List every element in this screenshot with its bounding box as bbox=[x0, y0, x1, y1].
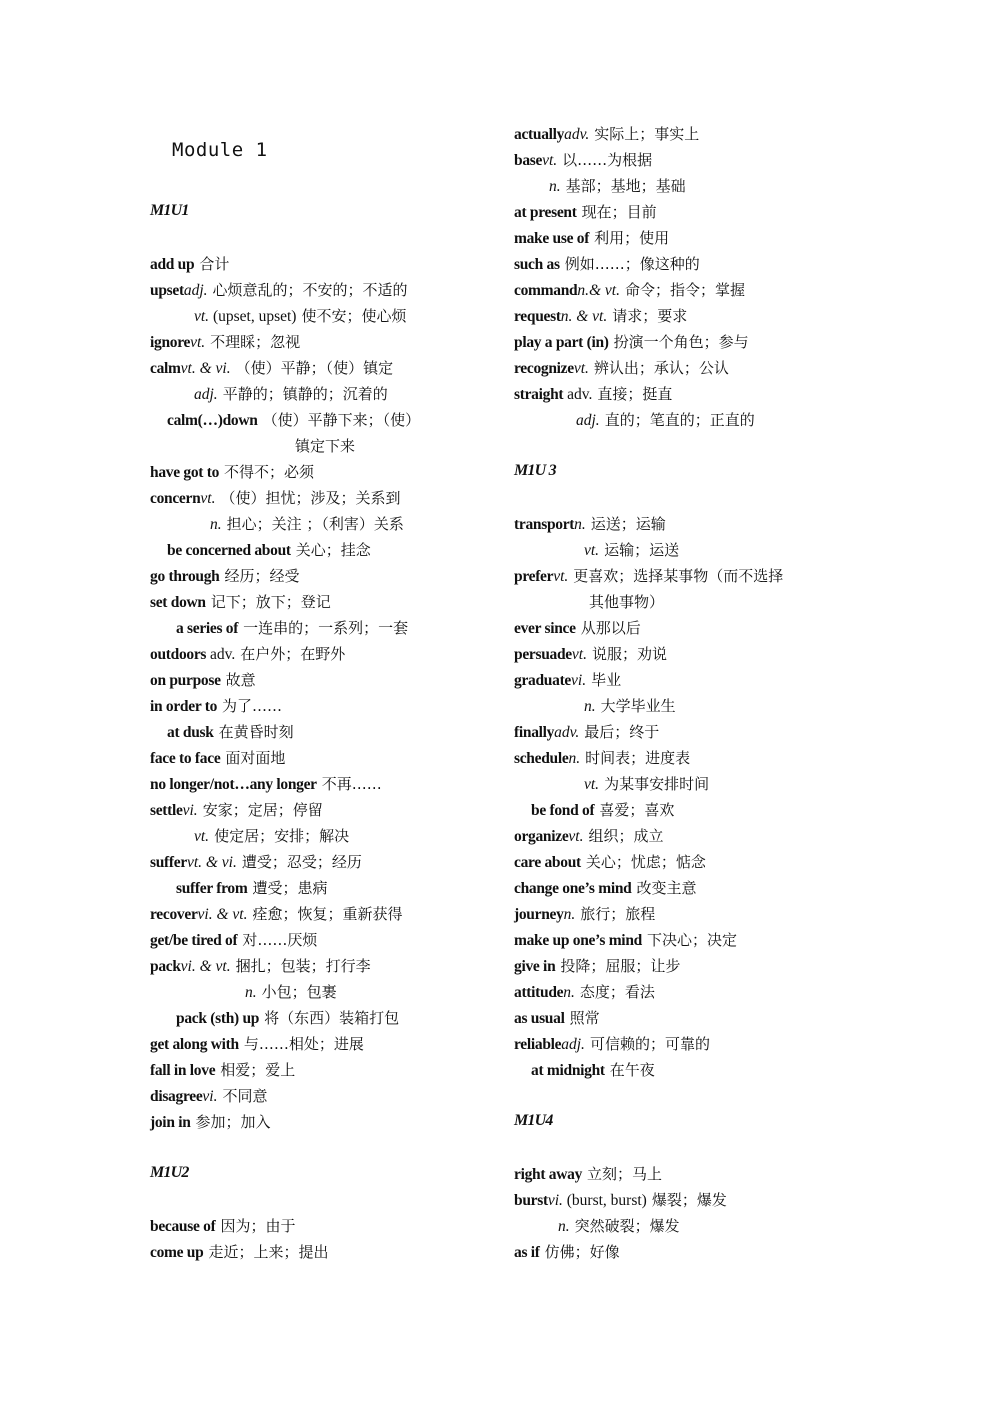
definition: 说服；劝说 bbox=[591, 645, 667, 663]
vocab-word: prefer bbox=[514, 568, 554, 585]
vocab-entry bbox=[167, 722, 294, 742]
vocab-continuation bbox=[290, 436, 355, 456]
definition: 遭受；患病 bbox=[252, 879, 328, 897]
vocab-entry bbox=[150, 280, 408, 300]
part-of-speech: vt. bbox=[584, 776, 600, 793]
vocab-word: request bbox=[514, 308, 561, 325]
definition: 组织；成立 bbox=[588, 827, 664, 845]
verb-forms: (upset, upset) bbox=[212, 308, 297, 325]
part-of-speech: adv. bbox=[554, 724, 580, 741]
vocab-entry bbox=[514, 722, 659, 742]
vocab-entry bbox=[150, 1060, 295, 1080]
vocab-entry bbox=[150, 670, 256, 690]
vocab-word: base bbox=[514, 152, 543, 169]
vocab-word: change one’s mind bbox=[514, 880, 632, 897]
definition: 经历；经受 bbox=[224, 567, 300, 585]
definition: 镇定下来 bbox=[295, 437, 356, 455]
vocab-word: get along with bbox=[150, 1036, 239, 1053]
vocab-entry bbox=[514, 748, 690, 768]
definition: 在午夜 bbox=[609, 1061, 655, 1079]
vocab-entry bbox=[150, 462, 314, 482]
vocab-entry bbox=[150, 644, 345, 664]
definition: 请求；要求 bbox=[612, 307, 688, 325]
definition: 面对面地 bbox=[225, 749, 286, 767]
definition: 旅行；旅程 bbox=[580, 905, 656, 923]
definition: 一连串的；一系列；一套 bbox=[243, 619, 409, 637]
definition: 可信赖的；可靠的 bbox=[589, 1035, 710, 1053]
definition: 实际上；事实上 bbox=[594, 125, 700, 143]
definition: 不再…… bbox=[321, 775, 382, 793]
vocab-word: come up bbox=[150, 1244, 204, 1261]
vocab-word: face to face bbox=[150, 750, 221, 767]
vocab-entry bbox=[150, 696, 282, 716]
definition: 照常 bbox=[569, 1009, 600, 1027]
part-of-speech: n. bbox=[574, 516, 586, 533]
definition: 心烦意乱的；不安的；不适的 bbox=[212, 281, 408, 299]
part-of-speech: vt. bbox=[200, 490, 216, 507]
vocab-entry bbox=[514, 202, 657, 222]
vocab-entry bbox=[176, 618, 408, 638]
definition: 最后；终于 bbox=[584, 723, 660, 741]
vocab-continuation bbox=[549, 176, 686, 196]
definition: 安家；定居；停留 bbox=[202, 801, 323, 819]
vocab-continuation bbox=[584, 774, 709, 794]
part-of-speech: vt. bbox=[194, 308, 210, 325]
part-of-speech: adv. bbox=[567, 386, 593, 403]
part-of-speech: vt. bbox=[568, 828, 584, 845]
vocab-word: add up bbox=[150, 256, 195, 273]
vocab-entry bbox=[514, 124, 699, 144]
vocab-word: attitude bbox=[514, 984, 564, 1001]
vocab-word: actually bbox=[514, 126, 565, 143]
part-of-speech: vi. & vt. bbox=[197, 906, 248, 923]
vocab-word: make use of bbox=[514, 230, 590, 247]
vocab-entry bbox=[150, 488, 401, 508]
definition: 扮演一个角色；参与 bbox=[613, 333, 749, 351]
definition: （使）平静；（使）镇定 bbox=[235, 359, 394, 377]
vocab-entry bbox=[167, 410, 420, 430]
definition: 现在；目前 bbox=[581, 203, 657, 221]
part-of-speech: n. bbox=[549, 178, 561, 195]
vocab-entry bbox=[176, 1008, 399, 1028]
module-title: Module 1 bbox=[172, 139, 268, 161]
vocab-entry bbox=[150, 956, 371, 976]
definition: 因为；由于 bbox=[220, 1217, 296, 1235]
vocab-entry bbox=[150, 1242, 328, 1262]
definition: 走近；上来；提出 bbox=[208, 1243, 329, 1261]
definition: 直接；挺直 bbox=[597, 385, 673, 403]
part-of-speech: vi. & vt. bbox=[180, 958, 231, 975]
part-of-speech: n. bbox=[210, 516, 222, 533]
definition: 关心；忧虑；惦念 bbox=[585, 853, 706, 871]
part-of-speech: vt. & vi. bbox=[180, 360, 231, 377]
definition: 运输；运送 bbox=[604, 541, 680, 559]
vocab-word: burst bbox=[514, 1192, 548, 1209]
part-of-speech: n. bbox=[558, 1218, 570, 1235]
vocab-word: because of bbox=[150, 1218, 216, 1235]
vocab-word: recover bbox=[150, 906, 198, 923]
part-of-speech: adv. bbox=[210, 646, 236, 663]
unit-heading: M1U 3 bbox=[514, 462, 556, 479]
definition: 下决心；决定 bbox=[646, 931, 737, 949]
vocab-word: have got to bbox=[150, 464, 220, 481]
part-of-speech: adj. bbox=[576, 412, 600, 429]
vocab-entry bbox=[514, 514, 666, 534]
vocab-continuation bbox=[194, 306, 406, 326]
definition: 为某事安排时间 bbox=[604, 775, 710, 793]
vocab-entry bbox=[150, 930, 317, 950]
definition: 毕业 bbox=[591, 671, 622, 689]
vocab-entry bbox=[514, 956, 680, 976]
vocab-word: transport bbox=[514, 516, 575, 533]
part-of-speech: n. bbox=[584, 698, 596, 715]
vocab-entry bbox=[514, 982, 655, 1002]
definition: 捆扎；包装；打行李 bbox=[235, 957, 371, 975]
definition: 突然破裂；爆发 bbox=[574, 1217, 680, 1235]
definition: 在黄昏时刻 bbox=[218, 723, 294, 741]
definition: 遭受；忍受；经历 bbox=[241, 853, 362, 871]
vocab-word: a series of bbox=[176, 620, 239, 637]
vocab-word: ignore bbox=[150, 334, 191, 351]
vocab-entry bbox=[150, 358, 393, 378]
vocab-entry bbox=[514, 228, 669, 248]
definition: 改变主意 bbox=[636, 879, 697, 897]
part-of-speech: vt. bbox=[573, 360, 589, 377]
vocab-entry bbox=[514, 1034, 710, 1054]
vocab-word: at midnight bbox=[531, 1062, 605, 1079]
vocab-word: journey bbox=[514, 906, 564, 923]
vocab-entry bbox=[514, 618, 641, 638]
part-of-speech: adj. bbox=[561, 1036, 585, 1053]
vocab-word: concern bbox=[150, 490, 201, 507]
vocab-entry bbox=[514, 904, 655, 924]
definition: 相爱；爱上 bbox=[220, 1061, 296, 1079]
vocab-entry bbox=[514, 1164, 662, 1184]
definition: 运送；运输 bbox=[590, 515, 666, 533]
vocab-continuation bbox=[576, 410, 755, 430]
vocab-word: play a part (in) bbox=[514, 334, 609, 351]
vocab-word: care about bbox=[514, 854, 581, 871]
definition: 记下；放下；登记 bbox=[210, 593, 331, 611]
vocab-entry bbox=[167, 540, 371, 560]
part-of-speech: vt. bbox=[553, 568, 569, 585]
vocab-word: pack bbox=[150, 958, 181, 975]
unit-heading: M1U4 bbox=[514, 1112, 553, 1129]
vocab-word: join in bbox=[150, 1114, 191, 1131]
definition: 直的；笔直的；正直的 bbox=[604, 411, 755, 429]
vocab-word: set down bbox=[150, 594, 206, 611]
vocab-word: straight bbox=[514, 386, 564, 403]
vocab-word: ever since bbox=[514, 620, 576, 637]
definition: 基部；基地；基础 bbox=[565, 177, 686, 195]
vocab-word: at dusk bbox=[167, 724, 214, 741]
vocab-continuation bbox=[194, 384, 388, 404]
vocab-entry bbox=[514, 332, 749, 352]
part-of-speech: vt. bbox=[190, 334, 206, 351]
vocab-word: right away bbox=[514, 1166, 583, 1183]
vocab-entry bbox=[150, 800, 323, 820]
vocab-entry bbox=[150, 332, 300, 352]
vocab-word: suffer bbox=[150, 854, 187, 871]
vocab-word: finally bbox=[514, 724, 555, 741]
definition: 投降；屈服；让步 bbox=[560, 957, 681, 975]
part-of-speech: vi. bbox=[571, 672, 587, 689]
definition: 故意 bbox=[225, 671, 256, 689]
vocab-word: reliable bbox=[514, 1036, 562, 1053]
vocab-word: go through bbox=[150, 568, 220, 585]
vocab-entry bbox=[514, 254, 700, 274]
part-of-speech: vt. bbox=[542, 152, 558, 169]
definition: 仿佛；好像 bbox=[544, 1243, 620, 1261]
vocab-word: pack (sth) up bbox=[176, 1010, 260, 1027]
vocab-word: calm bbox=[150, 360, 181, 377]
vocab-word: persuade bbox=[514, 646, 572, 663]
vocab-word: organize bbox=[514, 828, 569, 845]
vocab-entry bbox=[514, 1190, 727, 1210]
definition: 小包；包裹 bbox=[261, 983, 337, 1001]
vocab-entry bbox=[514, 1242, 620, 1262]
part-of-speech: n. bbox=[563, 984, 575, 1001]
vocab-entry bbox=[150, 1086, 268, 1106]
vocab-entry bbox=[150, 1112, 271, 1132]
definition: 态度；看法 bbox=[579, 983, 655, 1001]
vocab-word: calm(…)down bbox=[167, 412, 258, 429]
definition: 立刻；马上 bbox=[587, 1165, 663, 1183]
definition: 为了…… bbox=[222, 697, 283, 715]
part-of-speech: vt. bbox=[584, 542, 600, 559]
vocab-word: outdoors bbox=[150, 646, 207, 663]
vocab-word: graduate bbox=[514, 672, 572, 689]
definition: 在户外；在野外 bbox=[240, 645, 346, 663]
vocab-word: at present bbox=[514, 204, 577, 221]
vocab-entry bbox=[514, 358, 729, 378]
definition: 不同意 bbox=[222, 1087, 268, 1105]
vocab-word: suffer from bbox=[176, 880, 248, 897]
vocab-word: disagree bbox=[150, 1088, 203, 1105]
part-of-speech: vi. bbox=[202, 1088, 218, 1105]
definition: （使）平静下来；（使） bbox=[262, 411, 421, 429]
vocab-entry bbox=[514, 566, 783, 586]
definition: （使）担忧；涉及；关系到 bbox=[220, 489, 401, 507]
part-of-speech: vt. bbox=[571, 646, 587, 663]
definition: 从那以后 bbox=[580, 619, 641, 637]
vocab-entry bbox=[176, 878, 327, 898]
vocab-word: be concerned about bbox=[167, 542, 291, 559]
part-of-speech: adj. bbox=[194, 386, 218, 403]
vocab-entry bbox=[514, 852, 706, 872]
vocab-word: on purpose bbox=[150, 672, 221, 689]
definition: 不得不；必须 bbox=[224, 463, 315, 481]
definition: 合计 bbox=[199, 255, 230, 273]
vocab-entry bbox=[150, 748, 285, 768]
unit-heading: M1U1 bbox=[150, 202, 189, 219]
vocab-entry bbox=[150, 254, 229, 274]
definition: 辨认出；承认；公认 bbox=[593, 359, 729, 377]
definition: 使不安；使心烦 bbox=[301, 307, 407, 325]
vocab-entry bbox=[150, 852, 362, 872]
vocab-word: command bbox=[514, 282, 578, 299]
vocab-entry bbox=[514, 306, 687, 326]
vocab-entry bbox=[531, 1060, 655, 1080]
vocab-entry bbox=[514, 878, 697, 898]
part-of-speech: n. bbox=[245, 984, 257, 1001]
vocab-entry bbox=[514, 150, 652, 170]
definition: 大学毕业生 bbox=[600, 697, 676, 715]
definition: 对……厌烦 bbox=[242, 931, 318, 949]
vocab-entry bbox=[150, 1034, 364, 1054]
definition: 平静的；镇静的；沉着的 bbox=[222, 385, 388, 403]
part-of-speech: vt. bbox=[194, 828, 210, 845]
definition: 痊愈；恢复；重新获得 bbox=[252, 905, 403, 923]
vocab-word: no longer/not…any longer bbox=[150, 776, 317, 793]
unit-heading: M1U2 bbox=[150, 1164, 189, 1181]
vocab-entry bbox=[150, 566, 300, 586]
vocab-word: be fond of bbox=[531, 802, 595, 819]
vocab-word: upset bbox=[150, 282, 184, 299]
vocab-continuation bbox=[194, 826, 349, 846]
vocab-entry bbox=[514, 670, 621, 690]
part-of-speech: vt. & vi. bbox=[186, 854, 237, 871]
vocab-word: get/be tired of bbox=[150, 932, 238, 949]
vocab-word: as if bbox=[514, 1244, 540, 1261]
vocab-entry bbox=[514, 1008, 600, 1028]
vocab-word: in order to bbox=[150, 698, 218, 715]
definition: 例如……；像这种的 bbox=[564, 255, 700, 273]
definition: 以……为根据 bbox=[562, 151, 653, 169]
part-of-speech: adv. bbox=[564, 126, 590, 143]
definition: 关心；挂念 bbox=[295, 541, 371, 559]
vocab-continuation bbox=[245, 982, 337, 1002]
definition: 将（东西）装箱打包 bbox=[264, 1009, 400, 1027]
vocab-entry bbox=[150, 904, 402, 924]
definition: 参加；加入 bbox=[195, 1113, 271, 1131]
vocab-entry bbox=[150, 774, 382, 794]
part-of-speech: adj. bbox=[183, 282, 208, 299]
vocab-entry bbox=[514, 644, 667, 664]
vocab-word: such as bbox=[514, 256, 560, 273]
vocab-continuation bbox=[584, 696, 676, 716]
definition: 时间表；进度表 bbox=[585, 749, 691, 767]
vocab-continuation bbox=[558, 1216, 680, 1236]
vocab-continuation bbox=[584, 592, 664, 612]
vocab-word: make up one’s mind bbox=[514, 932, 642, 949]
vocab-word: give in bbox=[514, 958, 556, 975]
definition: 使定居；安排；解决 bbox=[214, 827, 350, 845]
definition: 喜爱；喜欢 bbox=[599, 801, 675, 819]
vocab-word: schedule bbox=[514, 750, 569, 767]
vocab-entry bbox=[514, 930, 737, 950]
vocab-continuation bbox=[584, 540, 679, 560]
vocab-word: fall in love bbox=[150, 1062, 216, 1079]
definition: 其他事物） bbox=[589, 593, 665, 611]
vocab-entry bbox=[514, 280, 745, 300]
definition: 爆裂；爆发 bbox=[651, 1191, 727, 1209]
part-of-speech: n. bbox=[563, 906, 576, 923]
vocab-continuation bbox=[210, 514, 404, 534]
definition: 更喜欢；选择某事物（而不选择 bbox=[573, 567, 784, 585]
vocab-word: recognize bbox=[514, 360, 574, 377]
part-of-speech: n. bbox=[568, 750, 581, 767]
part-of-speech: n.& vt. bbox=[577, 282, 620, 299]
vocab-word: as usual bbox=[514, 1010, 565, 1027]
vocab-entry bbox=[150, 592, 331, 612]
definition: 利用；使用 bbox=[594, 229, 670, 247]
vocab-entry bbox=[514, 826, 664, 846]
definition: 不理睬；忽视 bbox=[210, 333, 301, 351]
definition: 担心；关注 ；（利害）关系 bbox=[226, 515, 404, 533]
part-of-speech: n. & vt. bbox=[560, 308, 608, 325]
vocab-entry bbox=[150, 1216, 295, 1236]
vocab-entry bbox=[531, 800, 674, 820]
verb-forms: (burst, burst) bbox=[566, 1192, 647, 1209]
definition: 命令；指令；掌握 bbox=[624, 281, 745, 299]
vocab-word: settle bbox=[150, 802, 183, 819]
part-of-speech: vi. bbox=[547, 1192, 563, 1209]
part-of-speech: vi. bbox=[182, 802, 198, 819]
definition: 与……相处；进展 bbox=[243, 1035, 364, 1053]
vocab-entry bbox=[514, 384, 672, 404]
